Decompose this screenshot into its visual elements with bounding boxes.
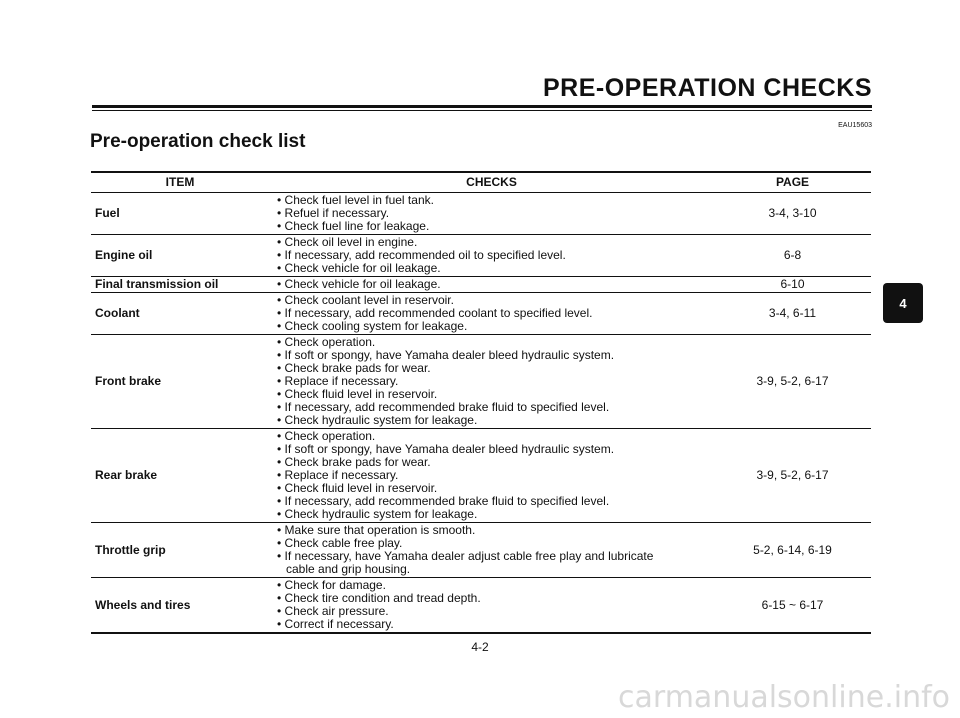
page-cell: 5-2, 6-14, 6-19 xyxy=(714,523,871,578)
page-cell: 3-9, 5-2, 6-17 xyxy=(714,429,871,523)
check-line: • Check cable free play. xyxy=(277,536,403,550)
checks-cell xyxy=(269,235,714,277)
table-row xyxy=(91,235,871,277)
document-code: EAU15603 xyxy=(838,122,872,129)
table-row xyxy=(91,193,871,235)
check-line: • Check operation. xyxy=(277,335,376,349)
check-line: • Check fluid level in reservoir. xyxy=(277,387,438,401)
check-line: • Check air pressure. xyxy=(277,604,389,618)
page-cell: 6-8 xyxy=(714,235,871,277)
check-line: • If necessary, add recommended oil to specified level. xyxy=(277,248,566,262)
check-line: • If necessary, add recommended brake fluid to specified level. xyxy=(277,400,610,414)
item-cell: Engine oil xyxy=(91,235,269,277)
item-cell: Wheels and tires xyxy=(91,578,269,634)
column-header-page: PAGE xyxy=(714,172,871,193)
table-row xyxy=(91,277,871,293)
page-number: 4-2 xyxy=(471,640,489,654)
item-cell: Final transmission oil xyxy=(91,277,269,293)
check-line: • If soft or spongy, have Yamaha dealer bleed hydraulic system. xyxy=(277,442,615,456)
page-cell: 3-9, 5-2, 6-17 xyxy=(714,335,871,429)
page-cell: 3-4, 6-11 xyxy=(714,293,871,335)
checks-cell xyxy=(269,193,714,235)
check-line: • Check brake pads for wear. xyxy=(277,455,431,469)
header-rule-thick xyxy=(92,105,872,108)
checks-cell xyxy=(269,335,714,429)
check-line: • Check hydraulic system for leakage. xyxy=(277,507,478,521)
page-title: PRE-OPERATION CHECKS xyxy=(542,74,872,102)
item-cell: Rear brake xyxy=(91,429,269,523)
check-line: • Refuel if necessary. xyxy=(277,206,390,220)
check-list-table xyxy=(91,171,871,634)
page-cell: 6-15 ~ 6-17 xyxy=(714,578,871,634)
check-line: • Replace if necessary. xyxy=(277,374,399,388)
page-cell: 3-4, 3-10 xyxy=(714,193,871,235)
check-line: • Check fuel level in fuel tank. xyxy=(277,193,434,207)
check-line: • If necessary, add recommended coolant to specified level. xyxy=(277,306,593,320)
column-header-item: ITEM xyxy=(91,172,269,193)
check-line: • Replace if necessary. xyxy=(277,468,399,482)
item-cell: Throttle grip xyxy=(91,523,269,578)
check-line: • Check fuel line for leakage. xyxy=(277,219,430,233)
check-line: cable and grip housing. xyxy=(286,562,411,576)
table-row xyxy=(91,578,871,634)
section-heading: Pre-operation check list xyxy=(90,131,306,152)
item-cell: Front brake xyxy=(91,335,269,429)
check-line: • Check hydraulic system for leakage. xyxy=(277,413,478,427)
item-cell: Fuel xyxy=(91,193,269,235)
item-cell: Coolant xyxy=(91,293,269,335)
table-row xyxy=(91,335,871,429)
column-header-checks: CHECKS xyxy=(269,172,714,193)
check-line: • Check brake pads for wear. xyxy=(277,361,431,375)
table-row xyxy=(91,523,871,578)
table-row xyxy=(91,293,871,335)
check-line: • Make sure that operation is smooth. xyxy=(277,523,476,537)
table-body xyxy=(91,193,871,634)
check-line: • Check tire condition and tread depth. xyxy=(277,591,481,605)
check-line: • If necessary, add recommended brake fluid to specified level. xyxy=(277,494,610,508)
check-line: • Check coolant level in reservoir. xyxy=(277,293,454,307)
page-cell: 6-10 xyxy=(714,277,871,293)
checks-cell xyxy=(269,429,714,523)
checks-cell xyxy=(269,578,714,634)
check-line: • Check fluid level in reservoir. xyxy=(277,481,438,495)
check-line: • If necessary, have Yamaha dealer adjust cable free play and lubricate xyxy=(277,549,654,563)
chapter-tab: 4 xyxy=(883,283,923,323)
check-line: • Check oil level in engine. xyxy=(277,235,418,249)
check-line: • Check cooling system for leakage. xyxy=(277,319,468,333)
check-line: • Check vehicle for oil leakage. xyxy=(277,261,441,275)
check-line: • Check vehicle for oil leakage. xyxy=(277,277,441,291)
check-line: • Check operation. xyxy=(277,429,376,443)
check-line: • Check for damage. xyxy=(277,578,386,592)
header-rule-thin xyxy=(92,110,872,111)
table-row xyxy=(91,429,871,523)
checks-cell xyxy=(269,293,714,335)
check-line: • If soft or spongy, have Yamaha dealer bleed hydraulic system. xyxy=(277,348,615,362)
check-line: • Correct if necessary. xyxy=(277,617,394,631)
checks-cell xyxy=(269,523,714,578)
table-header-row xyxy=(91,172,871,193)
watermark: carmanualsonline.info xyxy=(618,680,950,715)
checks-cell xyxy=(269,277,714,293)
